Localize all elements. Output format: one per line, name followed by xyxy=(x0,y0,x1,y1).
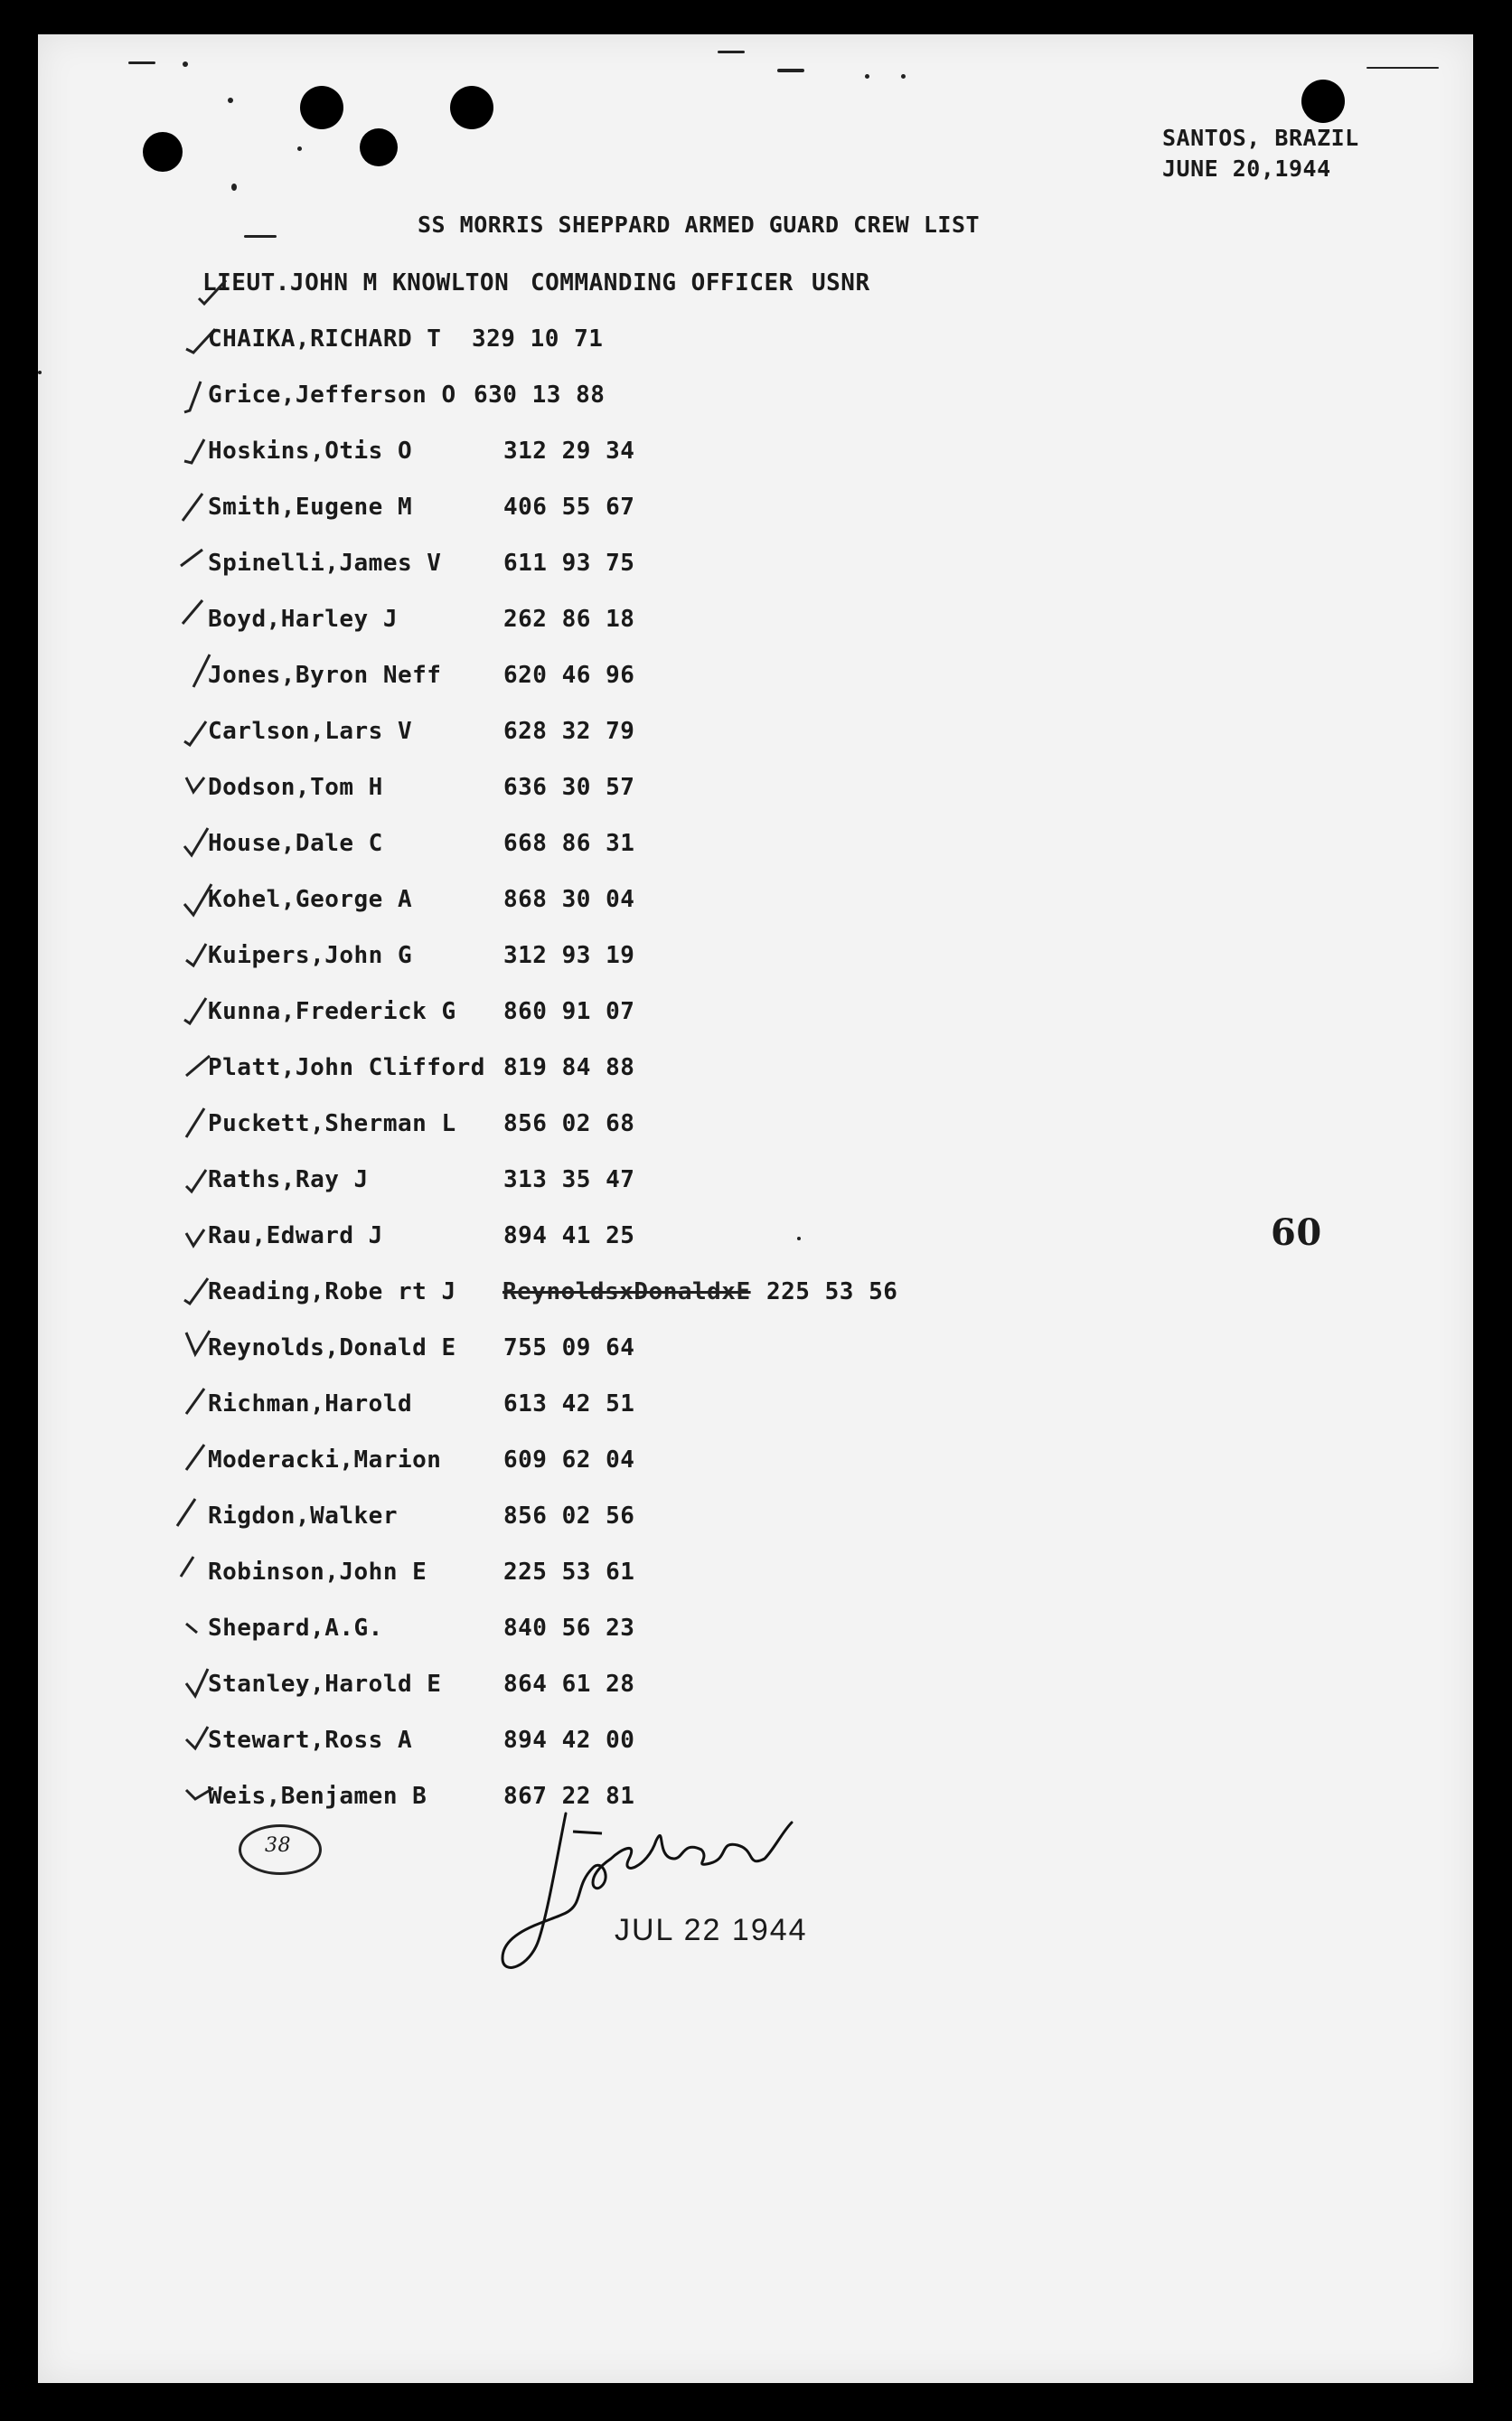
crew-name: Jones,Byron Neff xyxy=(208,662,442,689)
crew-service-number: 609 62 04 xyxy=(503,1446,635,1474)
crew-name: Smith,Eugene M xyxy=(208,494,413,521)
crew-service-number: 860 91 07 xyxy=(503,998,635,1025)
crew-name: Boyd,Harley J xyxy=(208,606,398,633)
crew-service-number: 406 55 67 xyxy=(503,494,635,521)
document-page xyxy=(38,34,1473,2383)
crew-name: Kuipers,John G xyxy=(208,942,413,969)
crew-name: Rigdon,Walker xyxy=(208,1503,398,1530)
struck-text: ReynoldsxDonaldxE xyxy=(502,1278,751,1305)
crew-service-number: 611 93 75 xyxy=(503,550,635,577)
crew-name: Moderacki,Marion xyxy=(208,1446,442,1474)
crew-service-number: 312 29 34 xyxy=(503,438,635,465)
crew-service-number: 225 53 61 xyxy=(503,1559,635,1586)
crew-list xyxy=(38,34,1473,2383)
crew-name: House,Dale C xyxy=(208,830,383,857)
crew-name: Dodson,Tom H xyxy=(208,774,383,801)
crew-service-number: 868 30 04 xyxy=(503,886,635,913)
crew-name: Platt,John Clifford xyxy=(208,1054,485,1081)
crew-service-number: 628 32 79 xyxy=(503,718,635,745)
crew-name: Rau,Edward J xyxy=(208,1222,383,1249)
crew-name: Spinelli,James V xyxy=(208,550,442,577)
crew-service-number: 613 42 51 xyxy=(503,1390,635,1418)
signature xyxy=(493,1804,801,1985)
officer-service: USNR xyxy=(812,269,870,297)
crew-name: Reynolds,Donald E xyxy=(208,1334,456,1361)
crew-name: Reading,Robe rt J xyxy=(208,1278,456,1305)
crew-service-number: 894 41 25 xyxy=(503,1222,635,1249)
crew-service-number: 668 86 31 xyxy=(503,830,635,857)
crew-name: Robinson,John E xyxy=(208,1559,427,1586)
crew-service-number: 630 13 88 xyxy=(474,382,606,409)
crew-service-number: 894 42 00 xyxy=(503,1727,635,1754)
crew-service-number: 313 35 47 xyxy=(503,1166,635,1193)
crew-name: Stewart,Ross A xyxy=(208,1727,413,1754)
crew-service-number: 840 56 23 xyxy=(503,1615,635,1642)
crew-name: Kunna,Frederick G xyxy=(208,998,456,1025)
check-mark-icon xyxy=(175,1492,211,1533)
crew-service-number: 867 22 81 xyxy=(503,1783,635,1810)
crew-service-number: 856 02 68 xyxy=(503,1110,635,1137)
crew-name: Raths,Ray J xyxy=(208,1166,369,1193)
header-location: SANTOS, BRAZIL xyxy=(1162,125,1359,151)
page-number: 60 xyxy=(1271,1211,1322,1254)
header-date: JUNE 20,1944 xyxy=(1162,155,1331,182)
crew-service-number: 856 02 56 xyxy=(503,1503,635,1530)
crew-name: Richman,Harold xyxy=(208,1390,413,1418)
crew-name: Weis,Benjamen B xyxy=(208,1783,427,1810)
document-title: SS MORRIS SHEPPARD ARMED GUARD CREW LIST xyxy=(418,212,981,238)
crew-name: Carlson,Lars V xyxy=(208,718,413,745)
officer-role: COMMANDING OFFICER xyxy=(531,269,794,297)
crew-service-number: 755 09 64 xyxy=(503,1334,635,1361)
crew-service-number: 620 46 96 xyxy=(503,662,635,689)
received-date-stamp: JUL 22 1944 xyxy=(615,1913,808,1947)
crew-service-number: 312 93 19 xyxy=(503,942,635,969)
crew-name: Hoskins,Otis O xyxy=(208,438,413,465)
crew-service-number: 636 30 57 xyxy=(503,774,635,801)
circled-note-text: 38 xyxy=(265,1834,291,1857)
crew-name: Stanley,Harold E xyxy=(208,1671,442,1698)
crew-name: Shepard,A.G. xyxy=(208,1615,383,1642)
crew-name: Kohel,George A xyxy=(208,886,413,913)
crew-service-number: 864 61 28 xyxy=(503,1671,635,1698)
crew-name: Grice,Jefferson O xyxy=(208,382,456,409)
crew-service-number: 819 84 88 xyxy=(503,1054,635,1081)
crew-service-number: 262 86 18 xyxy=(503,606,635,633)
officer-name: LIEUT.JOHN M KNOWLTON xyxy=(202,269,510,297)
circled-note xyxy=(239,1824,322,1875)
crew-service-number: 225 53 56 xyxy=(766,1278,898,1305)
crew-name: Puckett,Sherman L xyxy=(208,1110,456,1137)
crew-service-number: 329 10 71 xyxy=(472,325,604,353)
crew-name: CHAIKA,RICHARD T xyxy=(208,325,442,353)
